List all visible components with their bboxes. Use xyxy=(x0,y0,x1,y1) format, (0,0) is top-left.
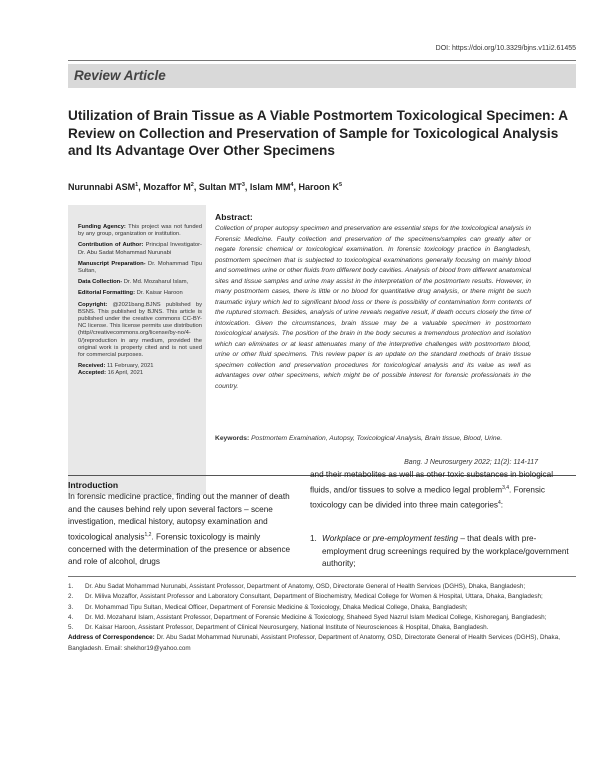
contribution-info: Contribution of Author: Principal Investigator- Dr. Abu Sadat Mohammad Nurunabi xyxy=(78,242,202,256)
data-collection-info: Data Collection- Dr. Md. Mozaharul Islam, xyxy=(78,279,189,286)
funding-info: Funding Agency: This project was not funded by any group, organization or institution. xyxy=(78,224,203,238)
accepted-date: Accepted: 16 April, 2021 xyxy=(78,370,144,377)
footnote: 1. Dr. Abu Sadat Mohammad Nurunabi, Assistant Professor, Department of Anatomy, OSD, Directorate General of Health Services (DGHS), Dhaka, Bangladesh; xyxy=(68,583,526,590)
intro-column-right: and their metabolites as well as other toxic substances in biological fluids, and/or tissues to solve a medico legal problem$^{3,4}$. Forensic toxicology can be divided into three main categories$^4$: xyxy=(310,470,554,510)
header-divider xyxy=(68,60,576,61)
section-label: Review Article xyxy=(74,68,166,83)
keywords xyxy=(215,434,531,445)
introduction-heading: Introduction xyxy=(68,480,119,490)
section-banner xyxy=(68,64,576,88)
citation[interactable]: 3,4 xyxy=(502,484,510,491)
article-info-sidebar xyxy=(68,205,206,495)
intro-column-left: In forensic medicine practice, finding out the manner of death and the causes behind rely upon several factors – scene investigation, medical history, autopsy examination and toxicological analysis$^{1,2}$. Forensic toxicology is mainly concerned with the determination of the presence or absence and role of alcohol, drugs xyxy=(68,492,291,567)
author-name: Nurunnabi ASM xyxy=(68,182,136,192)
list-item-number: 1. xyxy=(310,534,317,543)
footnote: 3. Dr. Mohammad Tipu Sultan, Medical Officer, Department of Forensic Medicine & Toxicology, Dhaka Medical College, Dhaka, Bangladesh; xyxy=(68,603,468,611)
footnote: 4. Dr. Md. Mozaharul Islam, Assistant Professor, Department of Forensic Medicine & Toxicology, Shaheed Syed Nazrul Islam Medical College, Kishoreganj, Bangladesh; xyxy=(68,613,547,621)
correspondence-address: Address of Correspondence: Dr. Abu Sadat Mohammad Nurunabi, Assistant Professor, Department of Anatomy, OSD, Directorate General of Health Services (DGHS), Dhaka, Bangladesh. Email: shekhor19@yahoo.com xyxy=(68,634,560,652)
abstract-heading: Abstract: xyxy=(215,212,253,222)
article-title: Utilization of Brain Tissue as A Viable Postmortem Toxicological Specimen: A Review on Collection and Preservation of Sample for Toxicological Analysis and Its Advantage Over Other Specimens xyxy=(68,108,568,158)
citation[interactable]: 4 xyxy=(497,499,501,506)
abstract-body: Collection of proper autopsy specimen and preservation are essential steps for the toxicological analysis in Forensic Medicine. Faulty collection and preservation of the specimens/samples can greatly alter or negate forensic chemical or toxicological examination. In forensic toxicology practice in Bangladesh, postmortem specimen that is subjected to toxicological examinations generally focusing on mainly blood and sometimes urine or other fluids from different body cavities. Analysis of blood from different anatomical sites and tissue samples and urine may assist in the interpretation of the postmortem results. However, in many postmortem cases, there is little or no blood for quantitative drug analysis, or there might be such traumatic injury which led to significant blood loss or there is possibility of contamination form contents of the ruptured stomach. Besides, analysis of urine reveals negative result, if death occurs closely the time of intoxication. Given the circumstances, brain tissue may be a valuable specimen in postmortem toxicological analysis. The position of the brain in the body secures a tremendous protection and isolation which can eliminates or at least attenuates many of the interpretive challenges with postmortem blood, urine or other fluid specimens. This review paper is an update on the standard methods of brain tissue specimen collection and preservation procedures for toxicological analysis and its value as well as advantages over other specimens, which might be of possible interest for forensic professionals in the country. xyxy=(215,225,531,390)
author-name: Islam MM xyxy=(249,182,291,192)
footnote: 2. Dr. Miliva Mozaffor, Assistant Professor and Laboratory Consultant, Department of Biochemistry, Medical College for Women & Hospital, Uttara, Dhaka, Bangladesh; xyxy=(68,593,543,601)
list-item-text: Workplace or pre-employment testing – that deals with pre-employment drug screenings required by the workplace/government authority; xyxy=(322,534,569,568)
author-list: Nurunnabi ASM$^1$, Mozaffor $M^2$, Sultan $MT^3$, Islam $MM^4$, Haroon $K^5$ xyxy=(68,182,343,192)
author-name: Mozaffor M xyxy=(143,182,191,192)
author-affiliation: 1 xyxy=(135,182,139,188)
author-affiliation: 3 xyxy=(241,182,245,188)
copyright-info: Copyright: @2021bang.BJNS published by BSNS. This published by BJNS. This article is published under the creative commons CC-BY-NC license. This license permits use distribution (http//creativecommons.org/license/by-no/4-0/)reproduction in any medium, provided the original work is property cited and is not used for commercial purposes. xyxy=(78,301,202,359)
manuscript-info: Manuscript Preparation- Dr. Mohammad Tipu Sultan, xyxy=(78,260,202,275)
journal-reference: Bang. J Neurosurgery 2022; 11(2): 114-117 xyxy=(404,459,538,466)
author-name: Sultan MT xyxy=(198,182,242,192)
footnote: 5. Dr. Kaisar Haroon, Assistant Professor, Department of Clinical Neurosurgery, National Institute of Neurosciences & Hospital, Dhaka, Bangladesh. xyxy=(68,624,489,632)
citation[interactable]: 1,2 xyxy=(144,531,152,538)
footnotes xyxy=(68,582,576,654)
author-name: Haroon K xyxy=(298,182,339,192)
author-affiliation: 5 xyxy=(339,182,343,188)
footnote-divider xyxy=(68,576,576,577)
editorial-info: Editorial Formatting: Dr. Kaisar Haroon xyxy=(78,290,183,297)
author-affiliation: 4 xyxy=(290,182,294,188)
doi-line[interactable]: DOI: https://doi.org/10.3329/bjns.v11i2.61455 xyxy=(435,45,576,52)
keywords-list: Postmortem Examination, Autopsy, Toxicological Analysis, Brain tissue, Blood, Urine. xyxy=(251,435,503,442)
author-affiliation: 2 xyxy=(190,182,194,188)
keywords-label: Keywords: xyxy=(215,435,250,442)
received-date: Received: 11 February, 2021 xyxy=(78,363,154,370)
